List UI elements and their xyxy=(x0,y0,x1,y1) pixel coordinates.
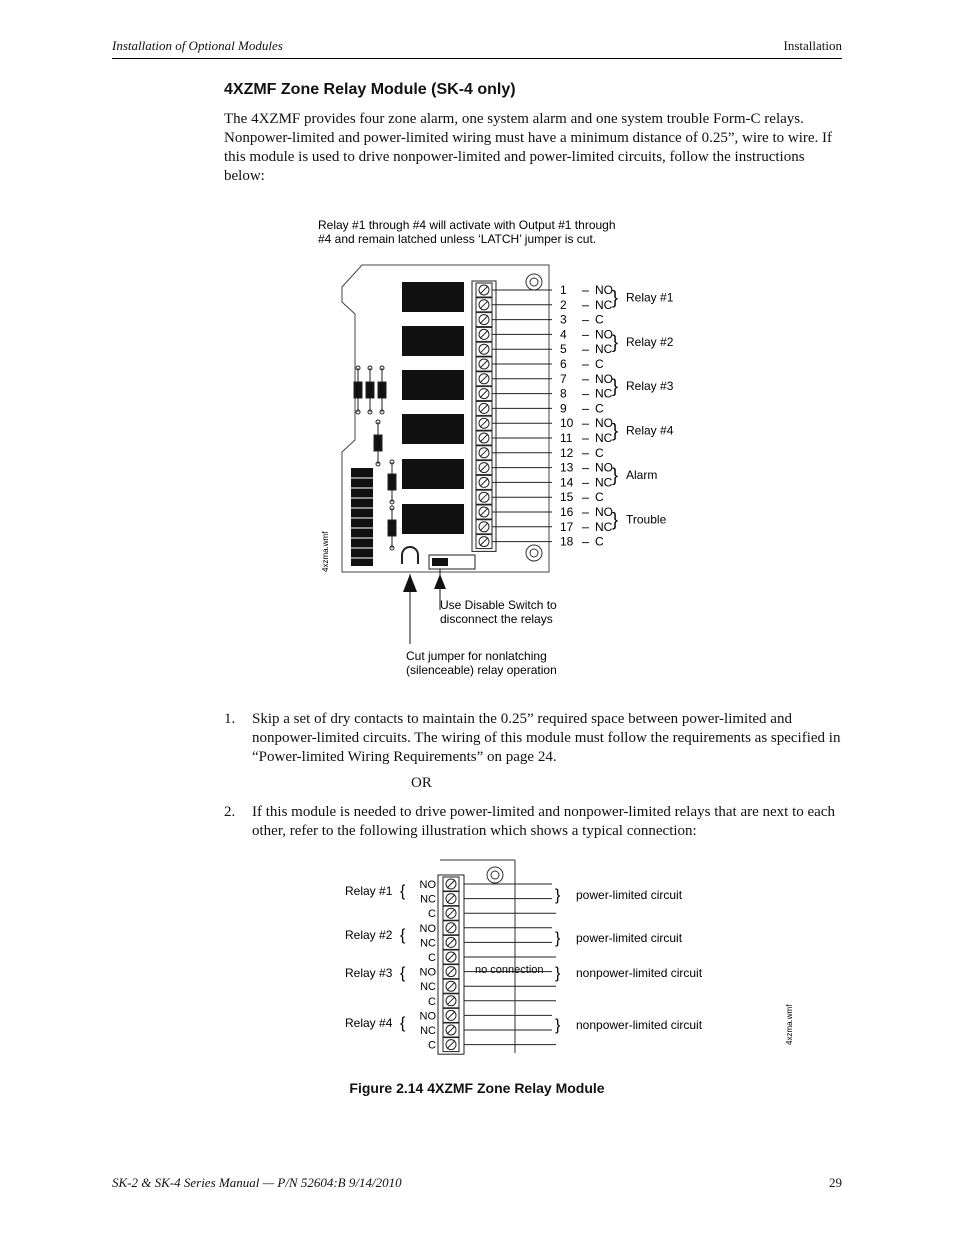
terminal-type: NC xyxy=(595,519,613,534)
section-title: 4XZMF Zone Relay Module (SK-4 only) xyxy=(224,81,516,98)
contact-type: NO xyxy=(419,966,436,979)
intro-paragraph: The 4XZMF provides four zone alarm, one system alarm and one system trouble Form-C relays. Nonpower-limited and power-limited wiring must have a minimum distance of 0.25”, wire to wire. If this module is used to drive nonpower-limited and power-limited circuits, follow the instructions below: xyxy=(224,111,832,184)
step-text: If this module is needed to drive power-limited and nonpower-limited relays that are next to each other, refer to the following illustration which shows a typical connection: xyxy=(252,804,835,839)
group-label: Relay #1 xyxy=(626,290,674,305)
switch-note xyxy=(440,598,557,626)
terminal-number: 5 xyxy=(560,342,567,357)
step-or: OR xyxy=(411,775,432,791)
contact-type: NO xyxy=(419,1010,436,1023)
screw-terminal xyxy=(476,416,492,430)
screw-terminal xyxy=(476,490,492,504)
relay-label: Relay #3 xyxy=(345,966,393,980)
screw-terminal xyxy=(443,892,459,906)
screw-terminal xyxy=(443,994,459,1008)
screw-terminal xyxy=(476,461,492,475)
terminal-type: C xyxy=(595,445,604,460)
header-rule xyxy=(112,58,842,59)
circuit-brace: } xyxy=(555,887,561,904)
screw-terminal xyxy=(476,283,492,297)
relay-module-diagram xyxy=(300,212,720,682)
terminal-number: 4 xyxy=(560,327,567,342)
terminal-number: 9 xyxy=(560,401,567,416)
screw-terminal xyxy=(476,342,492,356)
terminal-number: 7 xyxy=(560,371,567,386)
svg-text:Relay #1 through #4 will activ: Relay #1 through #4 will activate with Output #1 through xyxy=(318,218,616,232)
latch-jumper xyxy=(402,547,418,564)
dip-header xyxy=(351,468,373,566)
terminal-type: NO xyxy=(595,460,613,475)
group-label: Relay #3 xyxy=(626,379,674,394)
contact-type: NO xyxy=(419,879,436,891)
terminal-number: 14 xyxy=(560,475,574,490)
terminal-number: 8 xyxy=(560,386,567,401)
contact-type: C xyxy=(428,952,436,964)
screw-terminal xyxy=(476,387,492,401)
step-number: 1. xyxy=(224,711,236,727)
circuit-brace: } xyxy=(555,930,561,947)
circuit-label: power-limited circuit xyxy=(576,931,683,945)
group-brace: } xyxy=(612,331,619,352)
circuit-label: nonpower-limited circuit xyxy=(576,1018,703,1032)
screw-terminal xyxy=(443,979,459,993)
relay-brace: { xyxy=(400,1015,406,1032)
screw-terminal xyxy=(476,535,492,549)
relay-label: Relay #4 xyxy=(345,1016,393,1030)
disable-switch xyxy=(429,555,475,569)
svg-text:#4 and remain latched unless ‘: #4 and remain latched unless ‘LATCH’ jumper is cut. xyxy=(318,232,597,246)
terminal-type: NO xyxy=(595,416,613,431)
group-brace: } xyxy=(612,465,619,485)
screw-terminal xyxy=(476,475,492,489)
screw-terminal xyxy=(443,1008,459,1022)
group-brace: } xyxy=(612,287,619,308)
screw-terminal xyxy=(443,877,459,891)
screw-terminal xyxy=(476,401,492,415)
terminal-type: C xyxy=(595,357,604,371)
terminal-type: NC xyxy=(595,475,613,490)
relay-brace: { xyxy=(400,883,406,900)
terminal-number: 6 xyxy=(560,357,567,371)
svg-text:(silenceable) relay operation: (silenceable) relay operation xyxy=(406,663,557,677)
screw-terminal xyxy=(476,446,492,460)
file-label: 4xzma.wmf xyxy=(785,1004,794,1045)
terminal-type: C xyxy=(595,490,604,505)
svg-text:Use Disable Switch to: Use Disable Switch to xyxy=(440,598,557,612)
relay-label: Relay #1 xyxy=(345,884,393,898)
contact-type: NC xyxy=(420,1025,436,1037)
terminal-strip xyxy=(472,281,496,551)
terminal-number: 16 xyxy=(560,505,574,519)
terminal-type: NO xyxy=(595,283,613,297)
group-label: Alarm xyxy=(626,468,658,482)
terminal-type: NO xyxy=(595,505,613,519)
contact-type: NO xyxy=(419,922,436,935)
group-brace: } xyxy=(612,420,619,441)
step-text: Skip a set of dry contacts to maintain the 0.25” required space between power-limited and nonpower-limited circuits. The wiring of this module must follow the requirements as specified in “Power-limited Wiring Requirements” on page 24. xyxy=(252,711,841,765)
running-header-left: Installation of Optional Modules xyxy=(112,38,283,53)
contact-type: NC xyxy=(420,893,436,906)
screw-terminal xyxy=(476,505,492,519)
relay-brace: { xyxy=(400,965,406,982)
running-header-right: Installation xyxy=(783,38,842,53)
jumper-note xyxy=(406,649,557,677)
typical-connection-diagram xyxy=(330,855,810,1060)
group-brace: } xyxy=(612,376,619,397)
screw-terminal xyxy=(476,520,492,534)
terminal-labels xyxy=(492,283,674,549)
group-label: Relay #2 xyxy=(626,334,674,349)
contact-type: C xyxy=(428,1039,436,1052)
terminal-type: NO xyxy=(595,371,613,386)
terminal-number: 2 xyxy=(560,297,567,312)
terminal-type: NO xyxy=(595,327,613,342)
mounting-hole xyxy=(526,274,542,290)
page-number: 29 xyxy=(829,1175,842,1190)
terminal-type: NC xyxy=(595,431,613,445)
terminal-type: NC xyxy=(595,386,613,401)
circuit-label: nonpower-limited circuit xyxy=(576,966,703,980)
svg-text:Cut jumper for nonlatching: Cut jumper for nonlatching xyxy=(406,649,547,663)
relay-blocks xyxy=(402,282,464,534)
circuit-label: power-limited circuit xyxy=(576,888,683,902)
terminal-number: 18 xyxy=(560,534,574,549)
relay-label: Relay #2 xyxy=(345,928,393,942)
terminal-type: NC xyxy=(595,342,613,357)
terminal-number: 17 xyxy=(560,519,574,534)
contact-type: C xyxy=(428,908,436,921)
group-label: Relay #4 xyxy=(626,423,674,438)
circuit-brace: } xyxy=(555,1017,561,1034)
relay-brace: { xyxy=(400,927,406,944)
screw-terminal xyxy=(476,431,492,445)
screw-terminal xyxy=(476,357,492,371)
svg-text:disconnect the relays: disconnect the relays xyxy=(440,612,553,626)
file-label: 4xzma.wmf xyxy=(321,531,330,572)
screw-terminal xyxy=(443,950,459,964)
mounting-hole xyxy=(487,867,503,883)
screw-terminal xyxy=(443,935,459,949)
jumper-arrow xyxy=(403,574,417,644)
terminal-number: 15 xyxy=(560,490,574,505)
screw-terminal xyxy=(476,298,492,312)
connection-terminals xyxy=(438,875,464,1054)
module-note xyxy=(318,218,616,246)
screw-terminal xyxy=(443,965,459,979)
step-number: 2. xyxy=(224,804,236,820)
group-label: Trouble xyxy=(626,512,667,527)
terminal-number: 3 xyxy=(560,312,567,327)
figure-caption: Figure 2.14 4XZMF Zone Relay Module xyxy=(349,1080,605,1096)
terminal-type: NC xyxy=(595,297,613,312)
terminal-type: C xyxy=(595,401,604,416)
terminal-type: C xyxy=(595,312,604,327)
screw-terminal xyxy=(476,327,492,341)
screw-terminal xyxy=(476,313,492,327)
contact-type: C xyxy=(428,995,436,1008)
terminal-number: 12 xyxy=(560,445,574,460)
terminal-number: 1 xyxy=(560,283,567,297)
screw-terminal xyxy=(443,1038,459,1052)
contact-type: NC xyxy=(420,937,436,950)
terminal-number: 11 xyxy=(560,431,573,445)
terminal-number: 10 xyxy=(560,416,574,431)
screw-terminal xyxy=(443,1023,459,1037)
mounting-hole xyxy=(526,545,542,561)
screw-terminal xyxy=(443,906,459,920)
screw-terminal xyxy=(476,372,492,386)
footer-left: SK-2 & SK-4 Series Manual — P/N 52604:B 9/14/2010 xyxy=(112,1175,402,1190)
group-brace: } xyxy=(612,509,619,530)
screw-terminal xyxy=(443,921,459,935)
contact-type: NC xyxy=(420,981,436,994)
terminal-number: 13 xyxy=(560,460,574,475)
terminal-type: C xyxy=(595,534,604,549)
circuit-brace: } xyxy=(555,965,561,982)
no-connection-label: no connection xyxy=(475,964,544,976)
